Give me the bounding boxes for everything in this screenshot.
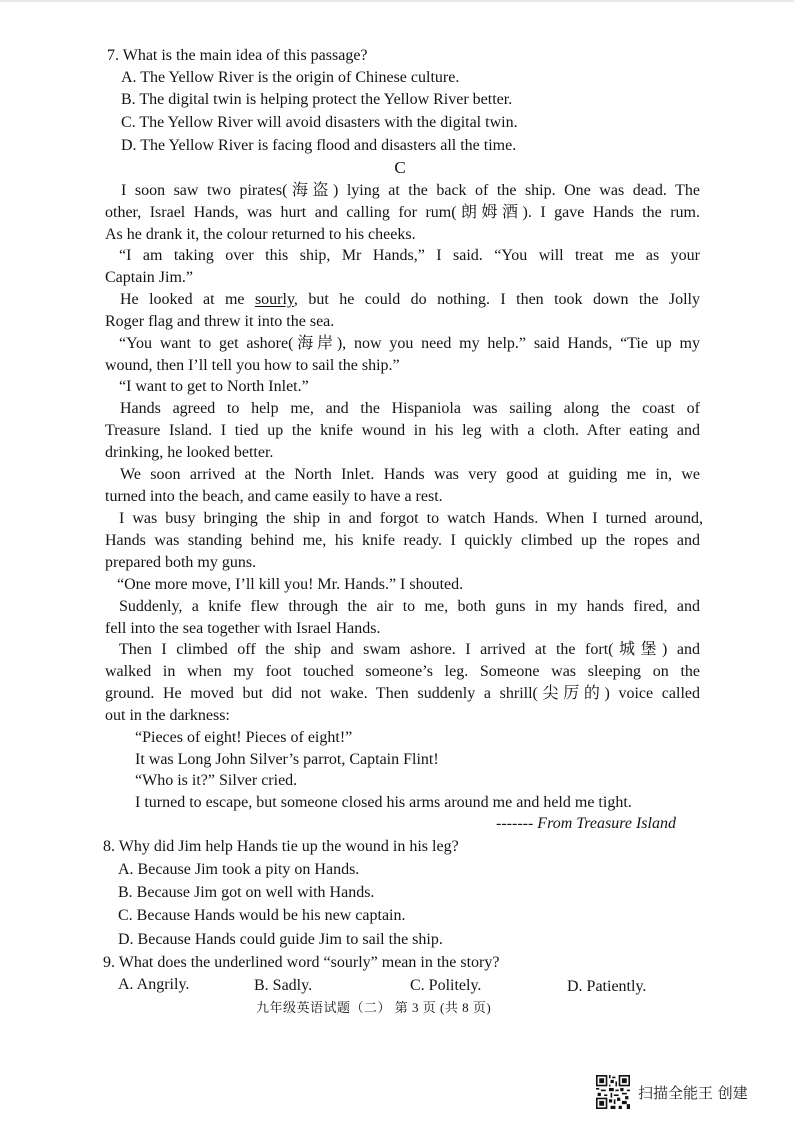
passage-line: Captain Jim.” bbox=[105, 269, 193, 286]
passage-line: “I want to get to North Inlet.” bbox=[119, 378, 309, 395]
quote-line: I turned to escape, but someone closed his arms around me and held me tight. bbox=[135, 794, 632, 811]
passage-line-sourly bbox=[120, 290, 700, 310]
qr-code-icon bbox=[596, 1075, 630, 1109]
passage-line: “You want to get ashore(海岸), now you need my help.” said Hands, “Tie up my bbox=[119, 335, 700, 352]
passage-line: Suddenly, a knife flew through the air to me, both guns in my hands fired, and bbox=[119, 598, 700, 615]
text-span: , but he could do nothing. I then took down the Jolly bbox=[293, 291, 700, 308]
section-label: C bbox=[394, 158, 406, 177]
q7-question: 7. What is the main idea of this passage? bbox=[107, 47, 368, 64]
page-footer: 九年级英语试题（二） 第 3 页 (共 8 页) bbox=[256, 1000, 492, 1015]
quote-line: “Pieces of eight! Pieces of eight!” bbox=[135, 729, 353, 746]
q8-option-d: D. Because Hands could guide Jim to sail the ship. bbox=[118, 931, 443, 948]
source-attribution bbox=[496, 814, 676, 834]
q9-option-b: B. Sadly. bbox=[254, 977, 313, 994]
quote-line: “Who is it?” Silver cried. bbox=[135, 772, 298, 789]
passage-line: I soon saw two pirates(海盗) lying at the back of the ship. One was dead. The bbox=[121, 182, 700, 199]
passage-line: Hands agreed to help me, and the Hispaniola was sailing along the coast of bbox=[120, 400, 700, 417]
passage-line: I was busy bringing the ship in and forgot to watch Hands. When I turned around, bbox=[119, 510, 703, 527]
scanner-watermark bbox=[596, 1074, 776, 1110]
passage-line: drinking, he looked better. bbox=[105, 444, 274, 461]
q9-option-a: A. Angrily. bbox=[118, 976, 190, 993]
underlined-word: sourly bbox=[254, 291, 294, 308]
passage-line: We soon arrived at the North Inlet. Hands was very good at guiding me in, we bbox=[120, 466, 700, 483]
source-title: From Treasure Island bbox=[537, 815, 676, 832]
quote-line: It was Long John Silver’s parrot, Captain Flint! bbox=[135, 751, 439, 768]
passage-line: Treasure Island. I tied up the knife wound in his leg with a cloth. After eating and bbox=[105, 422, 700, 439]
q7-option-a: A. The Yellow River is the origin of Chinese culture. bbox=[121, 69, 460, 86]
passage-line: turned into the beach, and came easily to have a rest. bbox=[105, 488, 443, 505]
q9-option-d: D. Patiently. bbox=[567, 978, 647, 995]
passage-line: fell into the sea together with Israel Hands. bbox=[105, 620, 381, 637]
q9-option-c: C. Politely. bbox=[410, 977, 482, 994]
q7-option-b: B. The digital twin is helping protect the Yellow River better. bbox=[121, 91, 513, 108]
passage-line: walked in when my foot touched someone’s leg. Someone was sleeping on the bbox=[105, 663, 700, 680]
passage-line: other, Israel Hands, was hurt and calling for rum(朗姆酒). I gave Hands the rum. bbox=[105, 204, 700, 221]
passage-line: ground. He moved but did not wake. Then suddenly a shrill(尖厉的) voice called bbox=[105, 685, 700, 702]
passage-line: wound, then I’ll tell you how to sail the ship.” bbox=[105, 357, 400, 374]
passage-line: Roger flag and threw it into the sea. bbox=[105, 313, 335, 330]
passage-line: out in the darkness: bbox=[105, 707, 230, 724]
source-dashes: ------- bbox=[496, 815, 534, 832]
q9-question: 9. What does the underlined word “sourly” mean in the story? bbox=[103, 954, 500, 971]
q8-question: 8. Why did Jim help Hands tie up the wound in his leg? bbox=[103, 838, 459, 855]
passage-line: As he drank it, the colour returned to his cheeks. bbox=[105, 226, 416, 243]
q8-option-b: B. Because Jim got on well with Hands. bbox=[118, 884, 375, 901]
q8-option-c: C. Because Hands would be his new captain. bbox=[118, 907, 406, 924]
q8-option-a: A. Because Jim took a pity on Hands. bbox=[118, 861, 360, 878]
passage-line: Hands was standing behind me, his knife ready. I quickly climbed up the ropes and bbox=[105, 532, 700, 549]
passage-line: “One more move, I’ll kill you! Mr. Hands.” I shouted. bbox=[117, 576, 464, 593]
q7-option-c: C. The Yellow River will avoid disasters with the digital twin. bbox=[121, 114, 518, 131]
passage-line: “I am taking over this ship, Mr Hands,” I said. “You will treat me as your bbox=[119, 247, 700, 264]
passage-line: Then I climbed off the ship and swam ashore. I arrived at the fort(城堡) and bbox=[119, 641, 700, 658]
scan-edge bbox=[0, 0, 794, 2]
q7-option-d: D. The Yellow River is facing flood and disasters all the time. bbox=[121, 137, 517, 154]
text-span: He looked at me bbox=[120, 291, 255, 308]
passage-line: prepared both my guns. bbox=[105, 554, 257, 571]
scanner-label: 扫描全能王 创建 bbox=[638, 1083, 748, 1102]
